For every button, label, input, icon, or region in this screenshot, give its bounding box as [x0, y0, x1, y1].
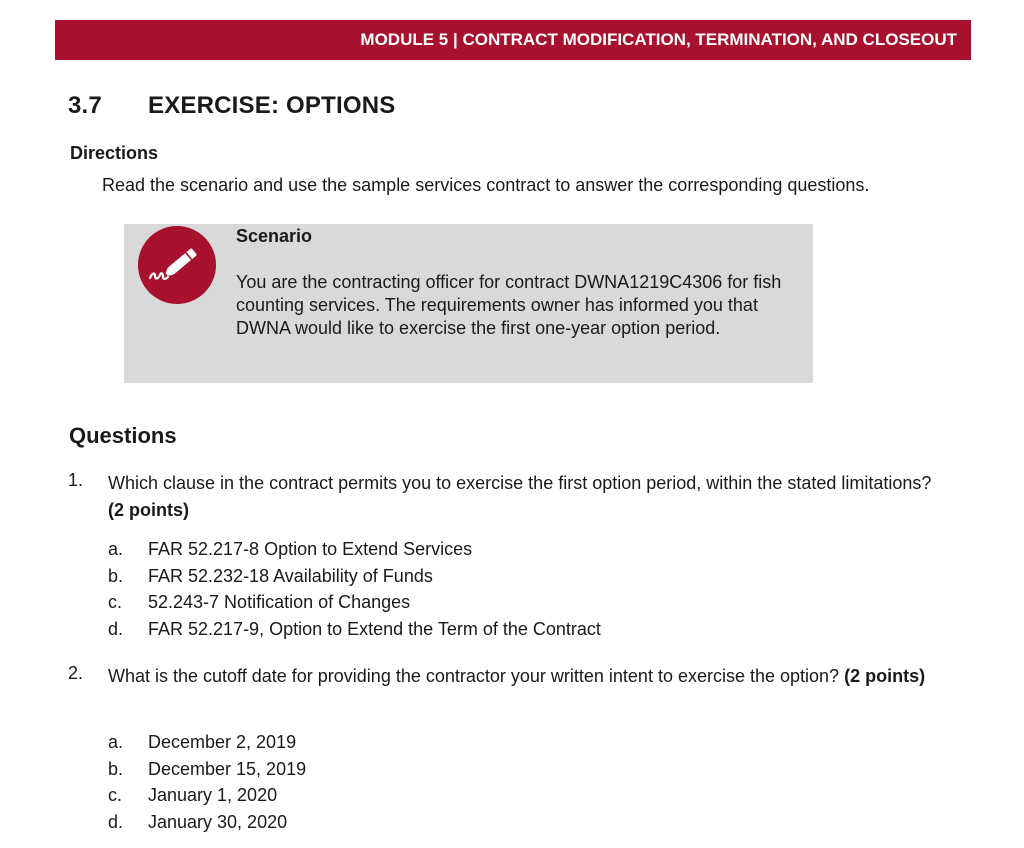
option-letter: b. [108, 758, 124, 779]
option-text: January 30, 2020 [148, 811, 288, 832]
option-letter: c. [108, 785, 123, 805]
answer-option [108, 616, 808, 643]
option-text: FAR 52.217-9, Option to Extend the Term of the Contract [148, 618, 601, 639]
section-heading [68, 92, 395, 120]
directions-heading: Directions [70, 143, 159, 163]
answer-option [108, 563, 808, 590]
question-points: (2 points) [108, 500, 189, 520]
option-letter: a. [108, 732, 124, 752]
question-prompt: Which clause in the contract permits you to exercise the first option period, within the stated limitations? [108, 473, 932, 493]
option-text: FAR 52.217-8 Option to Extend Services [148, 539, 473, 559]
answer-option [108, 589, 808, 616]
question-points: (2 points) [844, 666, 926, 686]
option-text: FAR 52.232-18 Availability of Funds [148, 565, 433, 586]
option-letter: a. [108, 539, 124, 559]
question-text [108, 470, 948, 524]
questions-heading: Questions [69, 423, 177, 448]
option-letter: d. [108, 811, 124, 832]
option-text: January 1, 2020 [148, 785, 278, 805]
question-prompt: What is the cutoff date for providing the contractor your written intent to exercise the option? [108, 666, 840, 686]
option-text: 52.243-7 Notification of Changes [148, 592, 411, 612]
answer-option [108, 756, 808, 783]
scenario-title: Scenario [236, 226, 313, 246]
answer-options [108, 729, 808, 835]
answer-options [108, 536, 808, 642]
scenario-text: You are the contracting officer for contract DWNA1219C4306 for fish counting services. The requirements owner has informed you that DWNA would like to exercise the first one-year option period. [236, 272, 782, 338]
option-letter: d. [108, 618, 124, 639]
question-number: 2. [68, 663, 84, 683]
pen-writing-icon [138, 226, 216, 304]
answer-option [108, 536, 808, 563]
option-text: December 2, 2019 [148, 732, 297, 752]
option-letter: b. [108, 565, 124, 586]
option-text: December 15, 2019 [148, 758, 307, 779]
section-title: EXERCISE: OPTIONS [148, 92, 396, 119]
option-letter: c. [108, 592, 123, 612]
question-text [108, 663, 948, 690]
directions-text: Read the scenario and use the sample services contract to answer the corresponding questions. [102, 175, 870, 195]
module-header-banner [55, 20, 971, 60]
answer-option [108, 729, 808, 756]
answer-option [108, 809, 808, 836]
section-number: 3.7 [68, 92, 102, 119]
module-title: MODULE 5 | CONTRACT MODIFICATION, TERMINATION, AND CLOSEOUT [360, 30, 957, 49]
question-number: 1. [68, 470, 84, 490]
answer-option [108, 782, 808, 809]
